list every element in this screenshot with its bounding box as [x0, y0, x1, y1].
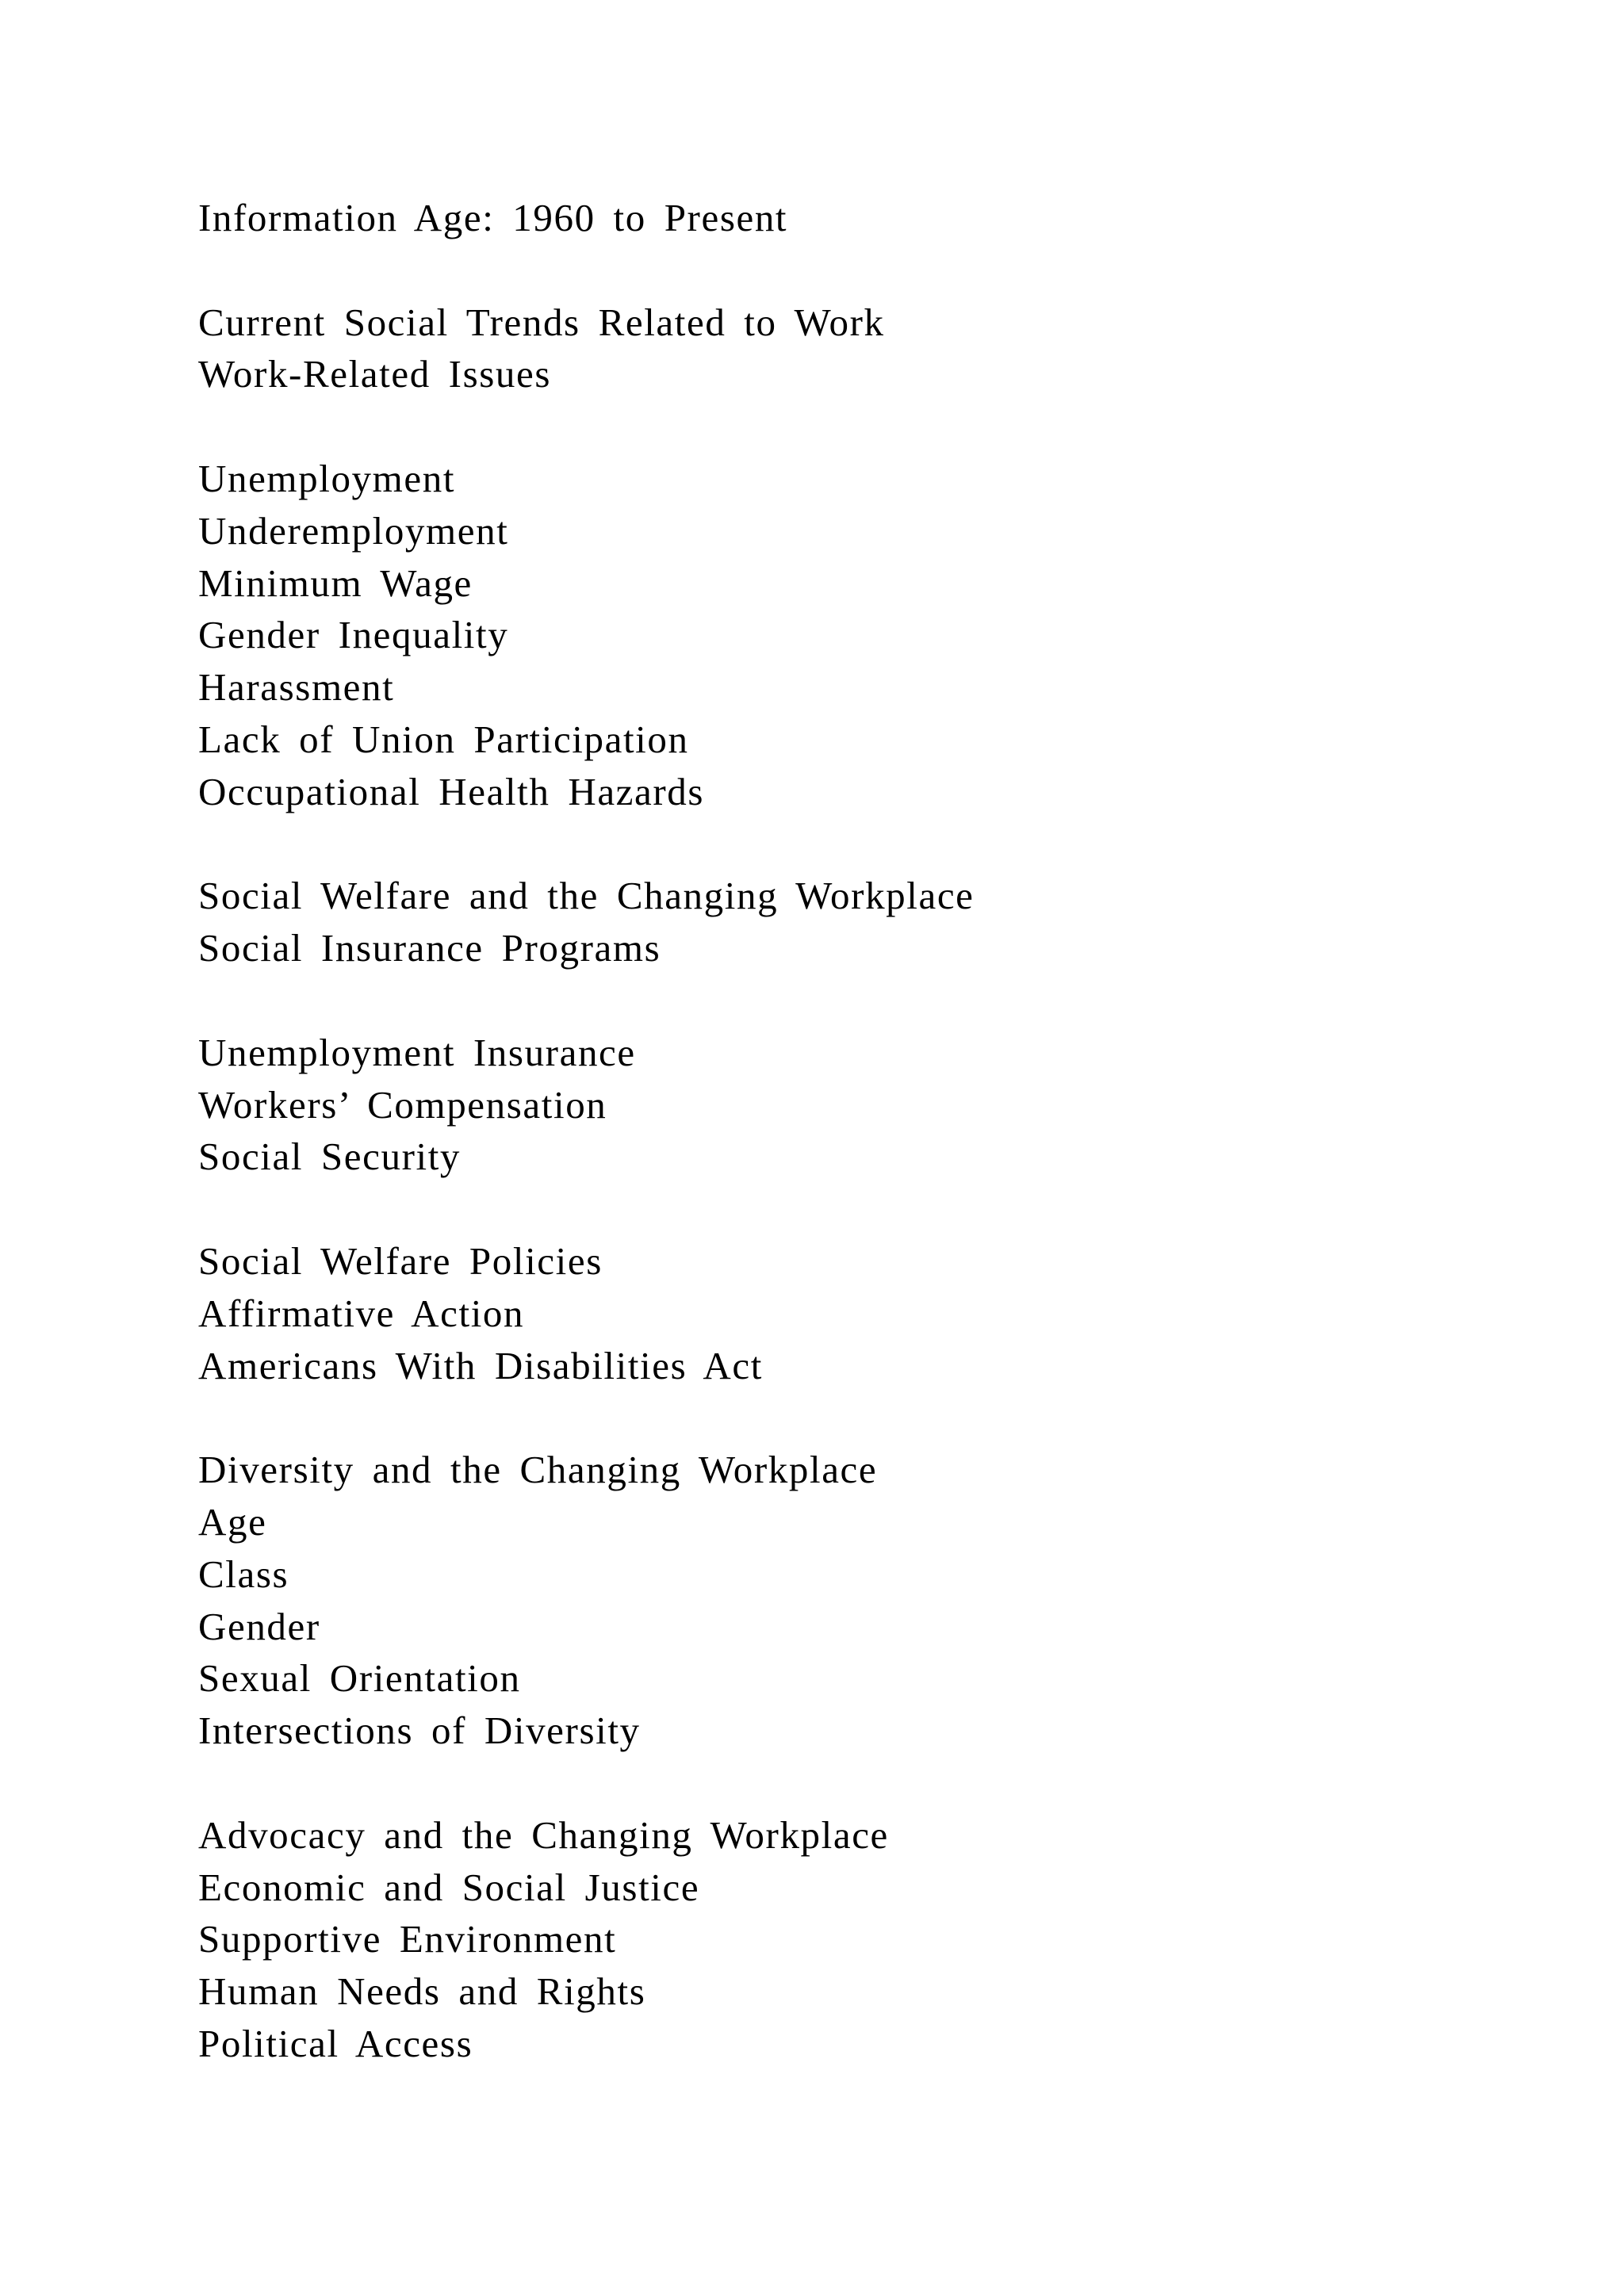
list-item: Underemployment — [198, 508, 509, 553]
section-heading-social-welfare: Social Welfare and the Changing Workplace — [198, 874, 975, 918]
spacer — [198, 974, 1546, 1027]
list-item: Human Needs and Rights — [198, 1969, 646, 2014]
spacer — [198, 244, 1546, 297]
list-item: Minimum Wage — [198, 561, 473, 605]
list-item: Americans With Disabilities Act — [198, 1343, 763, 1387]
subheading-social-insurance: Social Insurance Programs — [198, 926, 661, 970]
list-item: Harassment — [198, 665, 395, 710]
list-item: Age — [198, 1499, 267, 1544]
list-item: Economic and Social Justice — [198, 1865, 700, 1909]
list-item: Gender Inequality — [198, 613, 509, 657]
list-item: Sexual Orientation — [198, 1656, 521, 1701]
subheading-work-related-issues: Work-Related Issues — [198, 352, 552, 396]
section-heading-current-trends: Current Social Trends Related to Work — [198, 300, 885, 344]
section-heading-diversity: Diversity and the Changing Workplace — [198, 1448, 878, 1492]
list-item: Intersections of Diversity — [198, 1709, 641, 1753]
spacer — [198, 818, 1546, 871]
list-item: Workers’ Compensation — [198, 1082, 607, 1127]
document-title: Information Age: 1960 to Present — [198, 196, 788, 239]
list-item: Affirmative Action — [198, 1291, 525, 1335]
section-heading-policies: Social Welfare Policies — [198, 1238, 603, 1283]
spacer — [198, 1391, 1546, 1444]
spacer — [198, 1183, 1546, 1235]
list-item: Political Access — [198, 2021, 473, 2065]
document-body — [198, 192, 1546, 2070]
list-item: Occupational Health Hazards — [198, 769, 705, 813]
list-item: Supportive Environment — [198, 1917, 617, 1961]
spacer — [198, 1757, 1546, 1809]
list-item: Gender — [198, 1604, 320, 1648]
list-item: Class — [198, 1552, 289, 1596]
list-item: Social Security — [198, 1135, 462, 1179]
section-heading-advocacy: Advocacy and the Changing Workplace — [198, 1812, 889, 1857]
spacer — [198, 400, 1546, 453]
list-item: Unemployment — [198, 456, 456, 500]
list-item: Unemployment Insurance — [198, 1030, 636, 1074]
list-item: Lack of Union Participation — [198, 717, 689, 761]
